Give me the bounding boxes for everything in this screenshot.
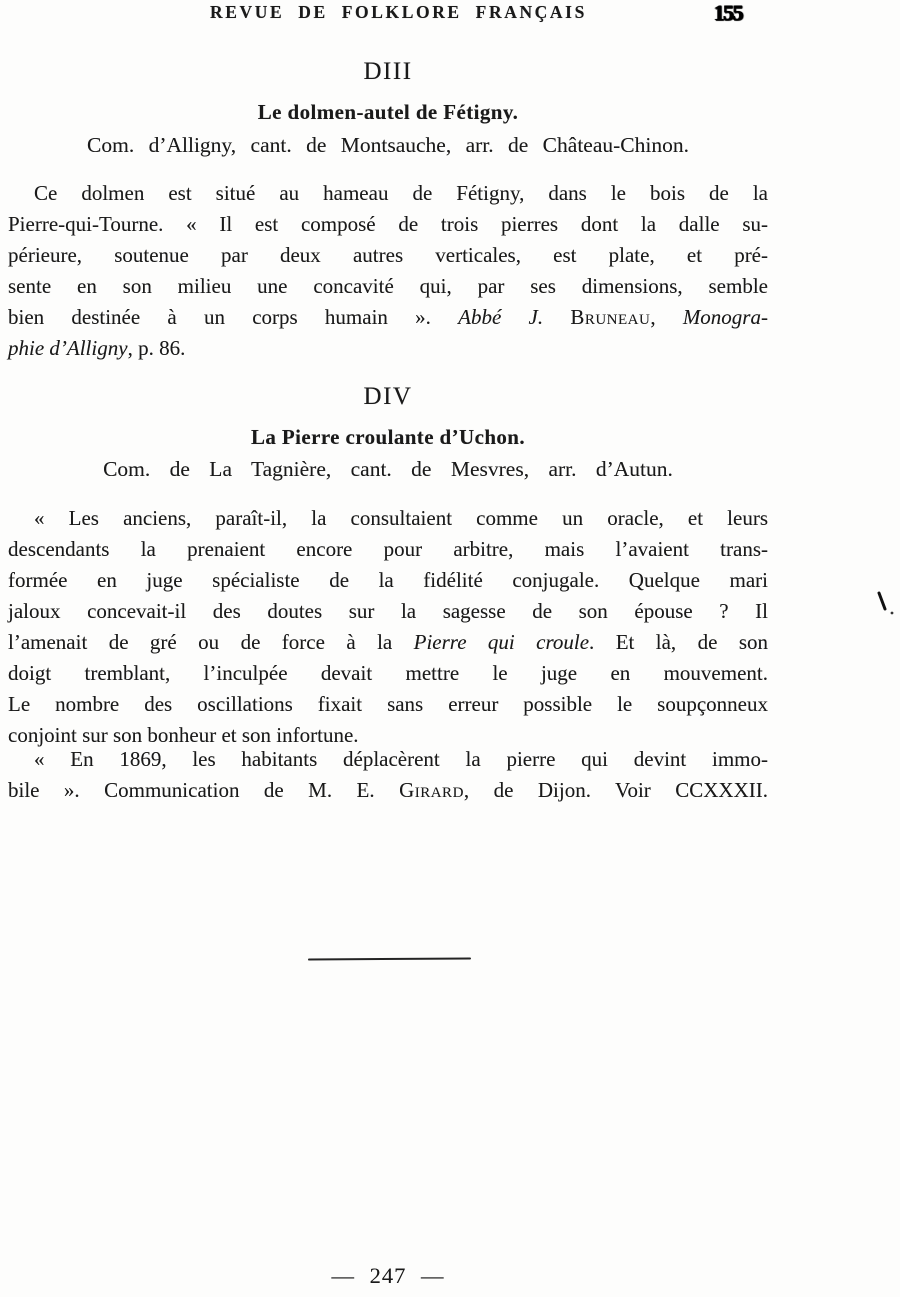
text-segment: Monogra-	[682, 305, 768, 329]
section-number-diii: DIII	[363, 58, 413, 85]
text-segment: jaloux concevait-il des doutes sur la sagesse de son épouse ? Il	[8, 599, 768, 623]
text-segment: bile ». Communication de M. E.	[8, 778, 400, 802]
text-line	[8, 658, 768, 689]
section-title-fetigny: Le dolmen-autel de Fétigny.	[257, 100, 519, 124]
section-location-uchon: Com. de La Tagnière, cant. de Mesvres, arr. d’Autun.	[103, 457, 673, 481]
text-segment: Bruneau	[570, 305, 651, 329]
text-line	[8, 775, 768, 806]
text-segment: « En 1869, les habitants déplacèrent la pierre qui devint immo-	[34, 747, 768, 771]
text-line	[8, 503, 768, 534]
page-number-top: 155	[714, 0, 743, 25]
text-segment	[543, 305, 570, 329]
text-segment: conjoint sur son bonheur et son infortune.	[8, 723, 359, 747]
text-segment: ,	[650, 305, 683, 329]
text-segment: sente en son milieu une concavité qui, par ses dimensions, semble	[8, 274, 768, 298]
text-segment: Pierre-qui-Tourne. « Il est composé de trois pierres dont la dalle su-	[8, 212, 768, 236]
section-number-div: DIV	[363, 383, 413, 410]
text-line	[8, 302, 768, 333]
section-divider-rule	[308, 957, 471, 961]
text-segment: périeure, soutenue par deux autres verticales, est plate, et pré-	[8, 243, 768, 267]
text-line	[8, 333, 768, 364]
text-segment: . Et là, de son	[589, 630, 769, 654]
paragraph-1869-note	[8, 744, 768, 806]
text-line	[8, 689, 768, 720]
text-line	[8, 209, 768, 240]
text-line	[8, 627, 768, 658]
text-segment: phie d’Alligny	[8, 336, 128, 360]
text-line	[8, 178, 768, 209]
text-segment: Girard	[399, 778, 464, 802]
text-segment: Pierre qui croule	[413, 630, 590, 654]
paragraph-dolmen-description	[8, 178, 768, 364]
section-location-fetigny: Com. d’Alligny, cant. de Montsauche, arr. de Château-Chinon.	[87, 133, 689, 157]
text-segment: l’amenait de gré ou de force à la	[8, 630, 414, 654]
text-line	[8, 744, 768, 775]
text-segment: descendants la prenaient encore pour arbitre, mais l’avaient trans-	[8, 537, 768, 561]
text-segment: formée en juge spécialiste de la fidélité conjugale. Quelque mari	[8, 568, 768, 592]
text-segment: , de Dijon. Voir CCXXXII.	[463, 778, 768, 802]
text-segment: Le nombre des oscillations fixait sans erreur possible le soupçonneux	[8, 692, 768, 716]
text-segment: , p. 86.	[127, 336, 186, 360]
text-segment: « Les anciens, paraît-il, la consultaient comme un oracle, et leurs	[34, 506, 768, 530]
text-segment: bien destinée à un corps humain ».	[8, 305, 459, 329]
text-segment: Ce dolmen est situé au hameau de Fétigny, dans le bois de la	[34, 181, 768, 205]
text-line	[8, 596, 768, 627]
paragraph-oracle-story	[8, 503, 768, 751]
scan-artifact-mark	[872, 590, 898, 618]
running-head-journal-title: REVUE DE FOLKLORE FRANÇAIS	[210, 2, 587, 22]
text-line	[8, 271, 768, 302]
text-line	[8, 240, 768, 271]
page-number-bottom: — 247 —	[331, 1263, 445, 1288]
text-line	[8, 565, 768, 596]
section-title-uchon: La Pierre croulante d’Uchon.	[250, 425, 526, 449]
text-segment: doigt tremblant, l’inculpée devait mettre le juge en mouvement.	[8, 661, 768, 685]
text-line	[8, 534, 768, 565]
text-segment: Abbé J.	[458, 305, 544, 329]
